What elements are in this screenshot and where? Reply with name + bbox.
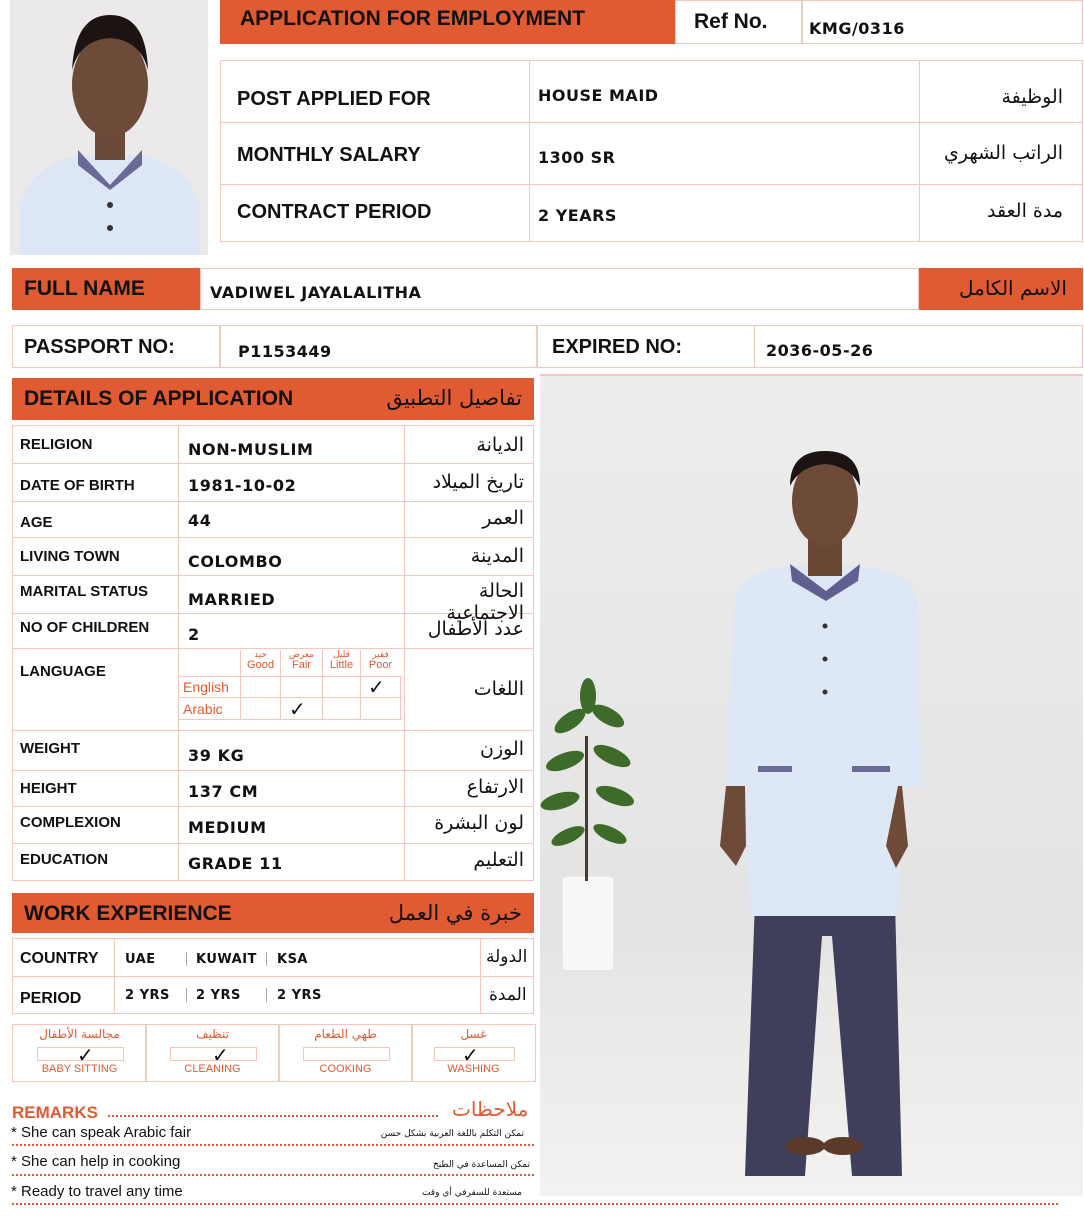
job-arabic: الوظيفة [1001,86,1063,108]
remark-arabic: مستعدة للسفرفي أي وقت [421,1188,522,1198]
country-value: UAE [125,952,156,967]
detail-arabic: الوزن [479,738,524,760]
detail-row [12,806,534,844]
period-value: 2 YRS [125,988,170,1003]
detail-row [12,425,534,464]
skill-arabic: تنظيف [196,1027,229,1041]
job-value: 1300 SR [538,148,616,167]
check-icon: ✓ [462,1043,479,1067]
level-arabic: فقير [372,649,389,659]
detail-value: 39 KG [188,746,245,765]
period-value: 2 YRS [196,988,241,1003]
detail-label: DATE OF BIRTH [20,477,135,494]
detail-value: COLOMBO [188,552,283,571]
period-value: 2 YRS [277,988,322,1003]
remark-arabic: تمكن المساعدة في الطبخ [432,1160,530,1170]
passport-value-cell [220,325,537,368]
expiry-value-cell [755,325,1083,368]
detail-arabic: لون البشرة [434,812,524,834]
work-header [12,893,534,933]
detail-row [12,730,534,771]
skill-cooking [278,1024,413,1082]
language-check: ✓ [289,699,306,721]
level-arabic: جيد [253,649,267,659]
full-name-value-cell [200,268,919,310]
detail-label: HEIGHT [20,780,77,797]
expiry-value: 2036-05-26 [766,341,874,360]
detail-arabic: الديانة [476,434,524,456]
detail-value: MARRIED [188,590,276,609]
job-label: CONTRACT PERIOD [237,201,432,223]
detail-label: AGE [20,514,53,531]
skill-arabic: طهي الطعام [314,1027,377,1041]
skill-baby-sitting [12,1024,147,1082]
skill-arabic: مجالسة الأطفال [39,1027,120,1041]
job-arabic: الراتب الشهري [944,142,1063,164]
detail-row [12,613,534,649]
detail-value: 2 [188,625,200,644]
level-label: Poor [368,659,393,671]
ref-value-cell [802,0,1083,44]
detail-row [12,843,534,881]
full-body-photo [540,374,1083,1196]
detail-arabic: التعليم [473,849,524,871]
detail-label: COMPLEXION [20,814,121,831]
job-row [220,60,1083,123]
detail-value: 1981-10-02 [188,476,297,495]
skill-cleaning [145,1024,280,1082]
expiry-label: EXPIRED NO: [552,336,683,358]
period-arabic: المدة [489,985,527,1005]
remark-arabic: تمكن التكلم باللغة العربية بشكل حسن [380,1129,524,1139]
level-label: Little [329,659,354,671]
job-label: MONTHLY SALARY [237,144,421,166]
language-arabic: اللغات [473,678,524,700]
level-label: Good [247,659,274,671]
remarks-title: REMARKS [12,1103,98,1122]
language-name: Arabic [183,701,223,717]
job-row [220,122,1083,185]
passport-label-cell [12,325,220,368]
skill-washing [411,1024,536,1082]
details-header [12,378,534,420]
job-label: POST APPLIED FOR [237,88,431,110]
detail-value: GRADE 11 [188,854,283,873]
full-name-arabic-cell [919,268,1083,310]
language-label: LANGUAGE [20,663,106,680]
full-name-label-cell [12,268,200,310]
skill-label: CLEANING [184,1063,241,1075]
period-label: PERIOD [20,990,82,1007]
job-value: HOUSE MAID [538,86,659,105]
remark-item: * Ready to travel any time [11,1183,183,1200]
language-name: English [183,679,229,695]
job-row [220,184,1083,242]
ref-label-cell [675,0,802,44]
remark-item: * She can help in cooking [11,1153,181,1170]
check-icon: ✓ [212,1043,229,1067]
detail-label: RELIGION [20,436,93,453]
passport-label: PASSPORT NO: [24,336,175,358]
check-icon: ✓ [77,1043,94,1067]
detail-value: 137 CM [188,782,259,801]
detail-label: NO OF CHILDREN [20,619,150,636]
detail-row [12,537,534,576]
detail-row [12,770,534,807]
skill-label: WASHING [447,1063,500,1075]
detail-row [12,463,534,502]
country-value: KSA [277,952,308,967]
ref-value: KMG/0316 [809,19,905,38]
language-row [12,648,534,731]
detail-value: 44 [188,511,212,530]
detail-arabic: العمر [482,507,524,529]
level-arabic: قليل [333,649,350,659]
job-arabic: مدة العقد [987,200,1063,222]
country-label: COUNTRY [20,950,99,967]
detail-label: EDUCATION [20,851,109,868]
full-name-value: VADIWEL JAYALALITHA [210,283,422,302]
remark-item: * She can speak Arabic fair [11,1124,192,1141]
level-label: Fair [292,659,311,671]
details-title: DETAILS OF APPLICATION [24,387,294,410]
full-name-label: FULL NAME [24,277,145,300]
skill-arabic: غسل [460,1027,487,1041]
skill-label: COOKING [319,1063,372,1075]
work-title: WORK EXPERIENCE [24,902,232,925]
passport-value: P1153449 [238,342,332,361]
detail-value: MEDIUM [188,818,267,837]
application-title: APPLICATION FOR EMPLOYMENT [240,7,585,30]
detail-arabic: تاريخ الميلاد [432,471,524,493]
language-grid [178,648,404,722]
country-value: KUWAIT [196,952,257,967]
detail-value: NON-MUSLIM [188,440,314,459]
detail-label: MARITAL STATUS [20,583,149,600]
job-value: 2 YEARS [538,206,617,225]
portrait-photo [10,0,208,255]
detail-arabic: الارتفاع [466,776,524,798]
detail-row [12,575,534,624]
language-check: ✓ [368,677,385,699]
detail-arabic: الحالة الاجتماعية [446,580,524,624]
detail-arabic: عدد الأطفال [427,618,524,640]
detail-arabic: المدينة [470,545,524,567]
detail-label: LIVING TOWN [20,548,120,565]
ref-label: Ref No. [694,10,768,33]
expiry-label-cell [537,325,755,368]
application-title-bar [220,0,675,44]
detail-row [12,501,534,538]
remarks-title-arabic: ملاحظات [452,1097,529,1121]
level-arabic: معرض [288,649,314,659]
details-title-arabic: تفاصيل التطبيق [386,386,522,410]
full-name-arabic: الاسم الكامل [958,276,1067,300]
country-arabic: الدولة [486,947,528,967]
skill-label: BABY SITTING [41,1063,118,1075]
work-title-arabic: خبرة في العمل [388,901,522,925]
detail-label: WEIGHT [20,740,80,757]
